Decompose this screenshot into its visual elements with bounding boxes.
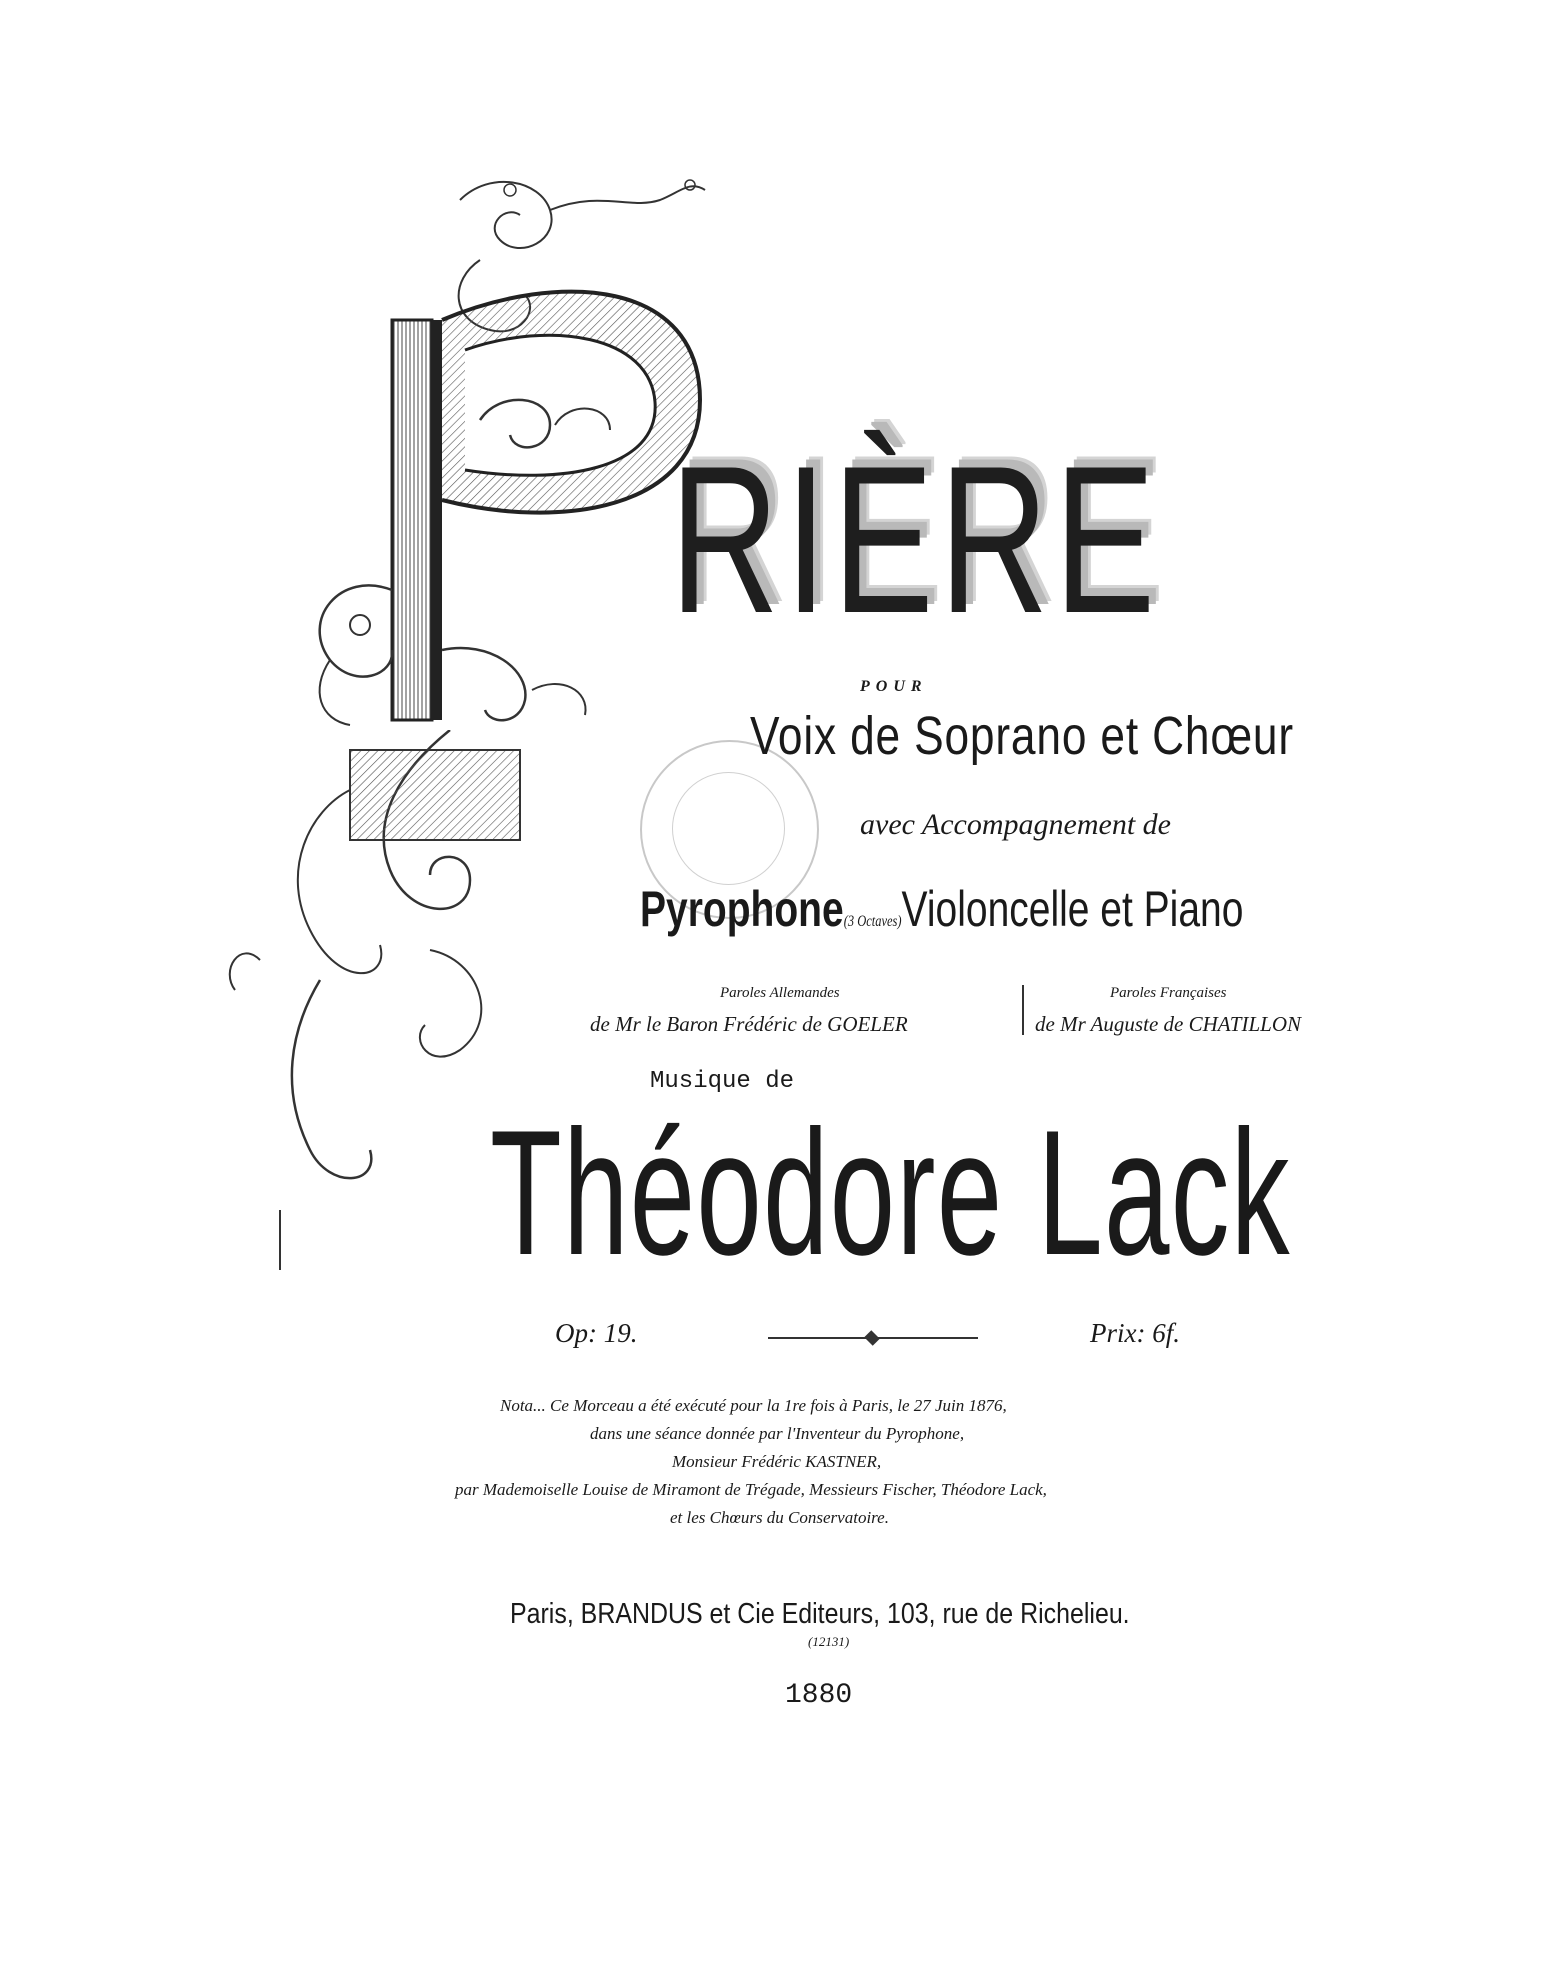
- voice-line: Voix de Soprano et Chœur: [750, 706, 1294, 766]
- price: Prix: 6f.: [1090, 1318, 1180, 1348]
- note-line-4: par Mademoiselle Louise de Miramont de Trégade, Messieurs Fischer, Théodore Lack,: [455, 1480, 1047, 1499]
- title-text: RIÈRE: [670, 422, 1161, 657]
- publication-year: 1880: [785, 1680, 853, 1711]
- accompaniment-line: avec Accompagnement de: [860, 808, 1171, 841]
- note-line-3: Monsieur Frédéric KASTNER,: [672, 1452, 882, 1471]
- note-line-1: Nota... Ce Morceau a été exécuté pour la 1re fois à Paris, le 27 Juin 1876,: [500, 1396, 1007, 1415]
- instrument-main: Pyrophone: [640, 881, 844, 937]
- paroles-right-author: de Mr Auguste de CHATILLON: [1035, 1012, 1302, 1036]
- musique-label: Musique de: [650, 1068, 795, 1095]
- instrument-rest: Violoncelle et Piano: [901, 881, 1244, 937]
- publisher-line: Paris, BRANDUS et Cie Editeurs, 103, rue de Richelieu.: [510, 1598, 1130, 1630]
- pour-label: POUR: [860, 678, 928, 695]
- note-line-2: dans une séance donnée par l'Inventeur du Pyrophone,: [590, 1424, 965, 1443]
- composer-name: Théodore Lack: [490, 1093, 1291, 1292]
- library-stamp-inner: [672, 772, 785, 885]
- paroles-left-label: Paroles Allemandes: [720, 985, 840, 1001]
- divider-diamond-icon: [864, 1330, 880, 1346]
- paroles-right-label: Paroles Françaises: [1110, 985, 1227, 1001]
- instrument-note: (3 Octaves): [843, 913, 902, 930]
- plate-number: (12131): [808, 1634, 850, 1649]
- note-line-5: et les Chœurs du Conservatoire.: [670, 1508, 889, 1527]
- instrument-line: [640, 880, 1243, 938]
- paroles-left-author: de Mr le Baron Frédéric de GOELER: [590, 1012, 908, 1036]
- paroles-divider: [1022, 985, 1024, 1035]
- opus-number: Op: 19.: [555, 1318, 638, 1348]
